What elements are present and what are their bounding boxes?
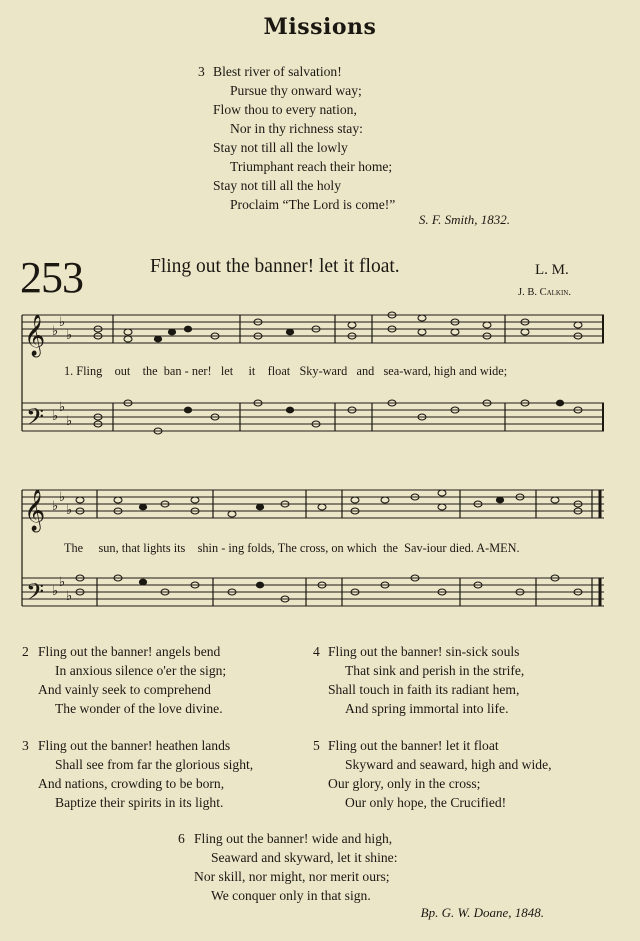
stanza-number: 6 <box>178 831 185 846</box>
stanza-line: Stay not till all the lowly <box>213 140 348 155</box>
stanza-line: We conquer only in that sign. <box>211 888 371 903</box>
svg-text:♭: ♭ <box>59 575 66 590</box>
section-title: Missions <box>263 14 377 40</box>
svg-text:𝄢: 𝄢 <box>26 403 45 436</box>
lyric-syllable: 1. Fling <box>64 364 103 378</box>
svg-text:♭: ♭ <box>59 315 66 330</box>
stanza-line: The wonder of the love divine. <box>55 701 223 716</box>
prev-hymn-attribution: S. F. Smith, 1832. <box>418 212 510 227</box>
stanza-line: And nations, crowding to be born, <box>38 776 225 791</box>
svg-text:♭: ♭ <box>66 589 73 604</box>
stanza-line: Fling out the banner! heathen lands <box>38 738 231 753</box>
lyric-syllable: cross, <box>299 541 329 555</box>
stanza-6 <box>194 829 398 905</box>
stanza-4 <box>328 642 524 718</box>
svg-text:♭: ♭ <box>59 490 66 505</box>
svg-text:𝄞: 𝄞 <box>24 490 46 531</box>
lyric-syllable: ban <box>163 364 182 378</box>
lyric-syllable: - <box>184 364 189 378</box>
stanza-line: Shall see from far the glorious sight, <box>55 757 254 772</box>
stanza-line: That sink and perish in the strife, <box>345 663 525 678</box>
treble-clef-icon <box>24 489 45 532</box>
svg-text:♭: ♭ <box>66 328 73 343</box>
lyric-syllable: which <box>346 541 377 555</box>
stanza-line: Our only hope, the Crucified! <box>345 795 507 810</box>
bass-clef-icon <box>26 578 44 611</box>
lyric-syllable: it <box>248 364 256 378</box>
lyric-syllable: the <box>142 364 158 378</box>
svg-text:♭: ♭ <box>66 503 73 518</box>
svg-text:♭: ♭ <box>52 409 59 424</box>
lyric-syllable: A-MEN. <box>476 541 520 555</box>
lyric-syllable: and <box>356 364 375 378</box>
lyric-syllable: its <box>173 541 186 555</box>
stanza-line: Triumphant reach their home; <box>230 159 393 174</box>
lyric-syllable: sea-ward, <box>383 364 431 378</box>
stanza-line: And vainly seek to comprehend <box>38 682 211 697</box>
lyric-syllable: The <box>277 541 297 555</box>
bass-clef-icon <box>26 403 44 436</box>
lyric-syllable: high <box>434 364 456 378</box>
prev-stanza-number: 3 <box>198 64 205 79</box>
treble-staff <box>22 490 604 518</box>
stanza-line: Stay not till all the holy <box>213 178 341 193</box>
lyric-syllable: ing <box>228 541 245 555</box>
stanza-2 <box>38 642 226 718</box>
stanza-number: 4 <box>313 644 320 659</box>
lyric-syllable: Sav-iour <box>404 541 447 555</box>
svg-text:♭: ♭ <box>66 414 73 429</box>
lyrics-line-2 <box>64 541 520 556</box>
stanza-line: Proclaim “The Lord is come!” <box>230 197 396 212</box>
treble-staff <box>22 315 604 343</box>
lyric-syllable: died. <box>449 541 474 555</box>
stanza-line: Seaward and skyward, let it shine: <box>211 850 398 865</box>
hymn-attribution: Bp. G. W. Doane, 1848. <box>420 905 544 920</box>
lyric-syllable: the <box>382 541 398 555</box>
stanza-3 <box>38 736 253 812</box>
lyric-syllable: float <box>267 364 291 378</box>
lyric-syllable: and <box>458 364 477 378</box>
hymn-composer: J. B. Calkin. <box>518 287 571 298</box>
stanza-line: Fling out the banner! wide and high, <box>194 831 393 846</box>
stanza-line: Baptize their spirits in its light. <box>55 795 224 810</box>
stanza-number: 3 <box>22 738 29 753</box>
stanza-number: 5 <box>313 738 320 753</box>
lyric-syllable: wide; <box>479 364 508 378</box>
hymn-number: 253 <box>20 253 83 302</box>
lyric-syllable: folds, <box>247 541 275 555</box>
svg-text:♭: ♭ <box>52 499 59 514</box>
svg-text:♭: ♭ <box>52 584 59 599</box>
svg-text:𝄢: 𝄢 <box>26 578 45 611</box>
stanza-line: Shall touch in faith its radiant hem, <box>328 682 520 697</box>
stanza-line: Fling out the banner! angels bend <box>38 644 221 659</box>
stanza-number: 2 <box>22 644 29 659</box>
svg-text:♭: ♭ <box>52 324 59 339</box>
stanza-line: Blest river of salvation! <box>213 64 342 79</box>
stanza-line: Fling out the banner! let it float <box>328 738 499 753</box>
lyric-syllable: let <box>220 364 234 378</box>
stanza-line: Fling out the banner! sin-sick souls <box>328 644 520 659</box>
stanza-line: Pursue thy onward way; <box>230 83 362 98</box>
stanza-line: In anxious silence o'er the sign; <box>55 663 227 678</box>
lyric-syllable: out <box>114 364 131 378</box>
lyric-syllable: lights <box>143 541 171 555</box>
lyrics-line-1 <box>64 364 507 379</box>
prev-hymn-stanza <box>213 62 395 214</box>
lyric-syllable: Sky-ward <box>299 364 348 378</box>
stanza-5 <box>328 736 552 812</box>
lyric-syllable: sun, <box>98 541 119 555</box>
svg-text:♭: ♭ <box>59 400 66 415</box>
lyric-syllable: shin <box>197 541 219 555</box>
stanza-line: And spring immortal into life. <box>345 701 509 716</box>
lyric-syllable: The <box>64 541 84 555</box>
lyric-syllable: ner! <box>191 364 212 378</box>
lyric-syllable: on <box>331 541 344 555</box>
hymn-title: Fling out the banner! let it float. <box>150 256 400 277</box>
treble-clef-icon <box>24 314 45 357</box>
stanza-line: Nor in thy richness stay: <box>230 121 363 136</box>
svg-text:𝄞: 𝄞 <box>24 315 46 356</box>
stanza-line: Nor skill, nor might, nor merit ours; <box>194 869 390 884</box>
lyric-syllable: that <box>121 541 141 555</box>
stanza-line: Flow thou to every nation, <box>213 102 357 117</box>
hymn-meter: L. M. <box>535 262 569 278</box>
lyric-syllable: - <box>221 541 226 555</box>
stanza-line: Our glory, only in the cross; <box>328 776 481 791</box>
bass-staff <box>22 578 604 606</box>
stanza-line: Skyward and seaward, high and wide, <box>345 757 552 772</box>
